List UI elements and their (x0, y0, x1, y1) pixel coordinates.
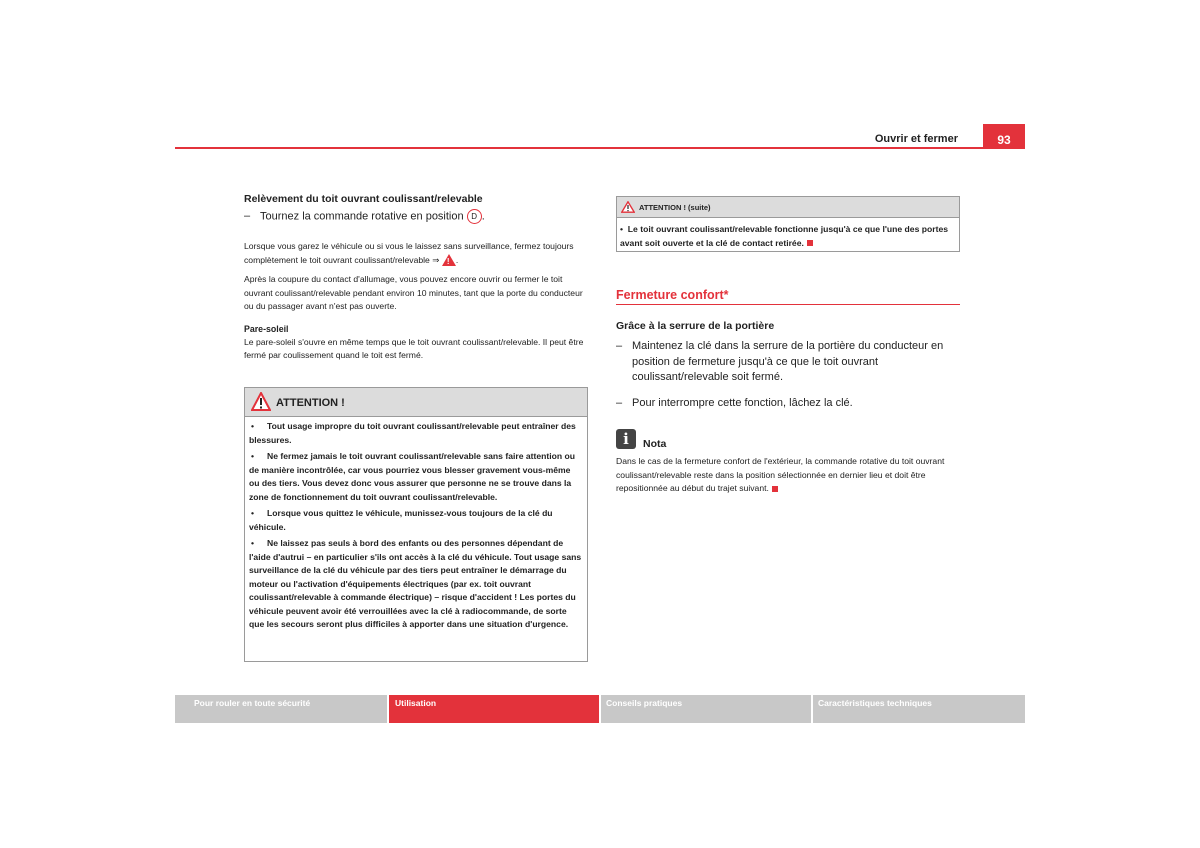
step-text: Pour interrompre cette fonction, lâchez la clé. (632, 396, 853, 409)
attention-continued-title: ATTENTION ! (suite) (639, 203, 711, 212)
bullet: • (251, 538, 255, 548)
attention-body (245, 417, 587, 632)
left-column (244, 193, 588, 369)
attention-item-text: Tout usage impropre du toit ouvrant coulissant/relevable peut entraîner des blessures. (249, 421, 576, 445)
bullet: • (251, 508, 255, 518)
note-title: Nota (643, 438, 667, 450)
warning-triangle-icon (251, 392, 271, 411)
tab-safety[interactable]: Pour rouler en toute sécurité (175, 695, 387, 723)
section-heading: Relèvement du toit ouvrant coulissant/relevable (244, 193, 483, 205)
bullet: • (251, 451, 255, 461)
chapter-title: Ouvrir et fermer (874, 133, 958, 145)
attention-continued-box (616, 196, 960, 252)
tab-practical-tips[interactable]: Conseils pratiques (601, 695, 811, 723)
attention-box (244, 387, 588, 662)
section-title: Fermeture confort* (616, 288, 729, 302)
right-column (616, 320, 960, 421)
attention-item (249, 450, 583, 504)
footer-nav (175, 695, 1025, 723)
page-number: 93 (983, 124, 1025, 148)
step-text: Maintenez la clé dans la serrure de la portière du conducteur en position de fermeture jusqu'à ce que le toit ouvrant coulissant/relevable soit fermé. (632, 340, 944, 383)
instruction-step (616, 396, 960, 412)
attention-title: ATTENTION ! (276, 397, 345, 409)
attention-item-text: Ne fermez jamais le toit ouvrant coulissant/relevable sans faire attention ou de manière incontrôlée, car vous pourriez vous blesser gravement vous-même ou des tiers. Vous devez donc vous assurer que personne ne se trouve dans la zone de fonctionnement du toit ouvrant coulissant/relevable. (249, 451, 576, 502)
attention-item (249, 507, 583, 534)
header-rule (175, 147, 1025, 149)
bullet: • (251, 421, 255, 431)
attention-continued-text: Le toit ouvrant coulissant/relevable fonctionne jusqu'à ce que l'une des portes avant soit ouverte et la clé de contact retirée. (620, 224, 949, 248)
warning-icon (442, 254, 456, 266)
tab-utilisation[interactable]: Utilisation (389, 695, 599, 723)
dash-marker: – (244, 210, 251, 223)
paragraph-parking: Lorsque vous garez le véhicule ou si vous le laissez sans surveillance, fermez toujours complètement le toit ouvrant coulissant/relevable ⇒ ! . (244, 240, 588, 267)
sunshade-heading: Pare-soleil (244, 323, 289, 334)
attention-header (245, 388, 587, 417)
instruction-step (616, 339, 960, 386)
attention-item-text: Ne laissez pas seuls à bord des enfants ou des personnes dépendant de l'aide d'autrui – en particulier s'ils ont accès à la clé du véhicule. Tout usage sans surveillance de la clé du véhicule par des tiers peut entraîner le démarrage du moteur ou l'activation d'équipements électriques (par ex. toit ouvrant coulissant/relevable à commande électrique) – risque d'accident ! Les portes du véhicule peuvent avoir été verrouillées avec la clé à radiocommande, de sorte que les secours seront plus difficiles à apporter dans une situation d'urgence. (249, 538, 582, 629)
attention-continued-header (617, 197, 959, 218)
attention-item (249, 420, 583, 447)
bullet: • (620, 224, 628, 234)
attention-item (249, 537, 583, 632)
paragraph-sunshade: Le pare-soleil s'ouvre en même temps que le toit ouvrant coulissant/relevable. Il peut être fermé par coulissement quand le toit est fermé. (244, 336, 584, 360)
section-rule (616, 304, 960, 305)
info-icon: i (616, 429, 636, 449)
attention-item-text: Lorsque vous quittez le véhicule, munissez-vous toujours de la clé du véhicule. (249, 508, 553, 532)
paragraph-parking-text: Lorsque vous garez le véhicule ou si vous le laissez sans surveillance, fermez toujours complètement le toit ouvrant coulissant/relevable ⇒ (244, 241, 574, 265)
end-marker-icon (772, 486, 778, 492)
attention-continued-body (617, 218, 959, 250)
end-marker-icon (807, 240, 813, 246)
dash-marker: – (616, 340, 623, 352)
warning-triangle-icon (621, 201, 635, 213)
instruction-step: – Tournez la commande rotative en position D . (244, 210, 485, 223)
position-d-symbol: D (467, 209, 482, 224)
door-lock-heading: Grâce à la serrure de la portière (616, 320, 775, 332)
note-body: Dans le cas de la fermeture confort de l'extérieur, la commande rotative du toit ouvrant coulissant/relevable reste dans la position sélectionnée en dernier lieu et doit être repositionnée au début du trajet suivant. (616, 456, 945, 493)
dash-marker: – (616, 396, 623, 409)
tab-technical-specs[interactable]: Caractéristiques techniques (813, 695, 1025, 723)
step-text: Tournez la commande rotative en position (260, 210, 464, 223)
paragraph-ignition: Après la coupure du contact d'allumage, vous pouvez encore ouvrir ou fermer le toit ouvrant coulissant/relevable pendant environ 10 minutes, tant que la porte du conducteur ou du passager avant n'est pas ouverte. (244, 274, 583, 311)
note-text (616, 455, 960, 496)
